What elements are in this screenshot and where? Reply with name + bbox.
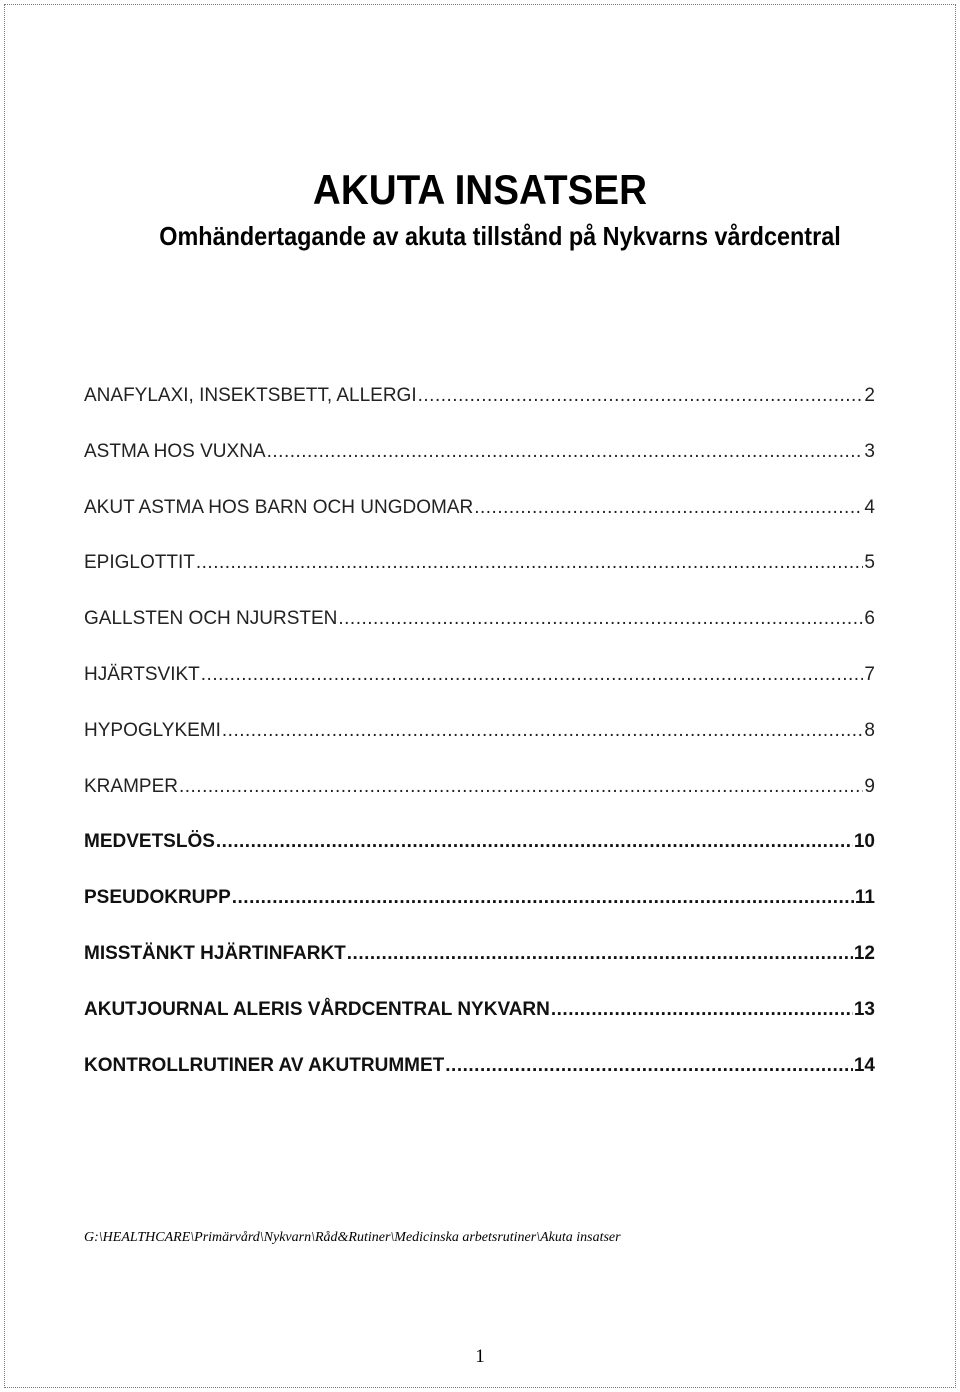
toc-entry-page: 3 — [864, 440, 875, 462]
toc-entry-page: 10 — [853, 831, 875, 853]
toc-dot-leader — [201, 664, 864, 686]
toc-entry-label: ANAFYLAXI, INSEKTSBETT, ALLERGI — [84, 385, 417, 406]
toc-entry-page: 9 — [864, 775, 875, 797]
toc-dot-leader — [338, 608, 863, 630]
toc-dot-leader — [445, 1055, 853, 1077]
toc-entry-label: PSEUDOKRUPP — [84, 887, 231, 909]
toc-entry-astma-barn[interactable] — [84, 497, 875, 553]
toc-entry-label: GALLSTEN OCH NJURSTEN — [84, 608, 338, 630]
toc-dot-leader — [474, 497, 863, 519]
document-title: AKUTA INSATSER — [312, 166, 648, 213]
toc-entry-hjartsvikt[interactable] — [84, 664, 875, 720]
toc-entry-hjartinfarkt[interactable] — [84, 943, 875, 999]
toc-entry-page: 6 — [864, 608, 875, 630]
toc-entry-page: 14 — [853, 1054, 875, 1076]
toc-entry-astma-vuxna[interactable] — [84, 441, 875, 497]
toc-dot-leader — [347, 943, 853, 965]
toc-entry-anafylaxi[interactable] — [84, 385, 875, 441]
toc-dot-leader — [418, 385, 864, 407]
toc-dot-leader — [196, 552, 864, 574]
toc-entry-kramper[interactable] — [84, 776, 875, 832]
toc-entry-label: EPIGLOTTIT — [84, 552, 195, 574]
toc-entry-label: ASTMA HOS VUXNA — [84, 440, 266, 462]
toc-entry-page: 5 — [864, 552, 875, 574]
toc-entry-label: HJÄRTSVIKT — [84, 663, 200, 685]
toc-dot-leader — [216, 831, 853, 853]
toc-entry-gallsten[interactable] — [84, 608, 875, 664]
document-subtitle: Omhändertagande av akuta tillstånd på Nykvarns vårdcentral — [159, 221, 841, 251]
toc-entry-page: 4 — [864, 496, 875, 518]
toc-dot-leader — [267, 441, 864, 463]
toc-entry-label: KONTROLLRUTINER AV AKUTRUMMET — [84, 1054, 445, 1076]
table-of-contents — [84, 385, 875, 1110]
toc-entry-medvetslos[interactable] — [84, 831, 875, 887]
toc-dot-leader — [179, 776, 863, 798]
toc-entry-page: 2 — [864, 385, 875, 406]
toc-entry-page: 8 — [864, 719, 875, 741]
toc-entry-akutjournal[interactable] — [84, 999, 875, 1055]
footer-file-path: G:\HEALTHCARE\Primärvård\Nykvarn\Råd&Rutiner\Medicinska arbetsrutiner\Akuta insatser — [84, 1230, 621, 1245]
toc-entry-label: MEDVETSLÖS — [84, 831, 215, 853]
toc-dot-leader — [551, 999, 853, 1021]
toc-dot-leader — [232, 887, 854, 909]
toc-dot-leader — [222, 720, 864, 742]
toc-entry-label: HYPOGLYKEMI — [84, 719, 221, 741]
toc-entry-page: 12 — [853, 942, 875, 964]
toc-entry-page: 13 — [853, 998, 875, 1020]
toc-entry-kontrollrutiner[interactable] — [84, 1055, 875, 1111]
toc-entry-page: 11 — [854, 887, 875, 909]
page-number: 1 — [475, 1346, 485, 1367]
toc-entry-label: AKUTJOURNAL ALERIS VÅRDCENTRAL NYKVARN — [84, 998, 550, 1020]
toc-entry-label: MISSTÄNKT HJÄRTINFARKT — [84, 942, 346, 964]
toc-entry-page: 7 — [864, 663, 875, 685]
toc-entry-label: KRAMPER — [84, 775, 178, 797]
toc-entry-pseudokrupp[interactable] — [84, 887, 875, 943]
toc-entry-epiglottit[interactable] — [84, 552, 875, 608]
toc-entry-hypoglykemi[interactable] — [84, 720, 875, 776]
toc-entry-label: AKUT ASTMA HOS BARN OCH UNGDOMAR — [84, 496, 474, 518]
